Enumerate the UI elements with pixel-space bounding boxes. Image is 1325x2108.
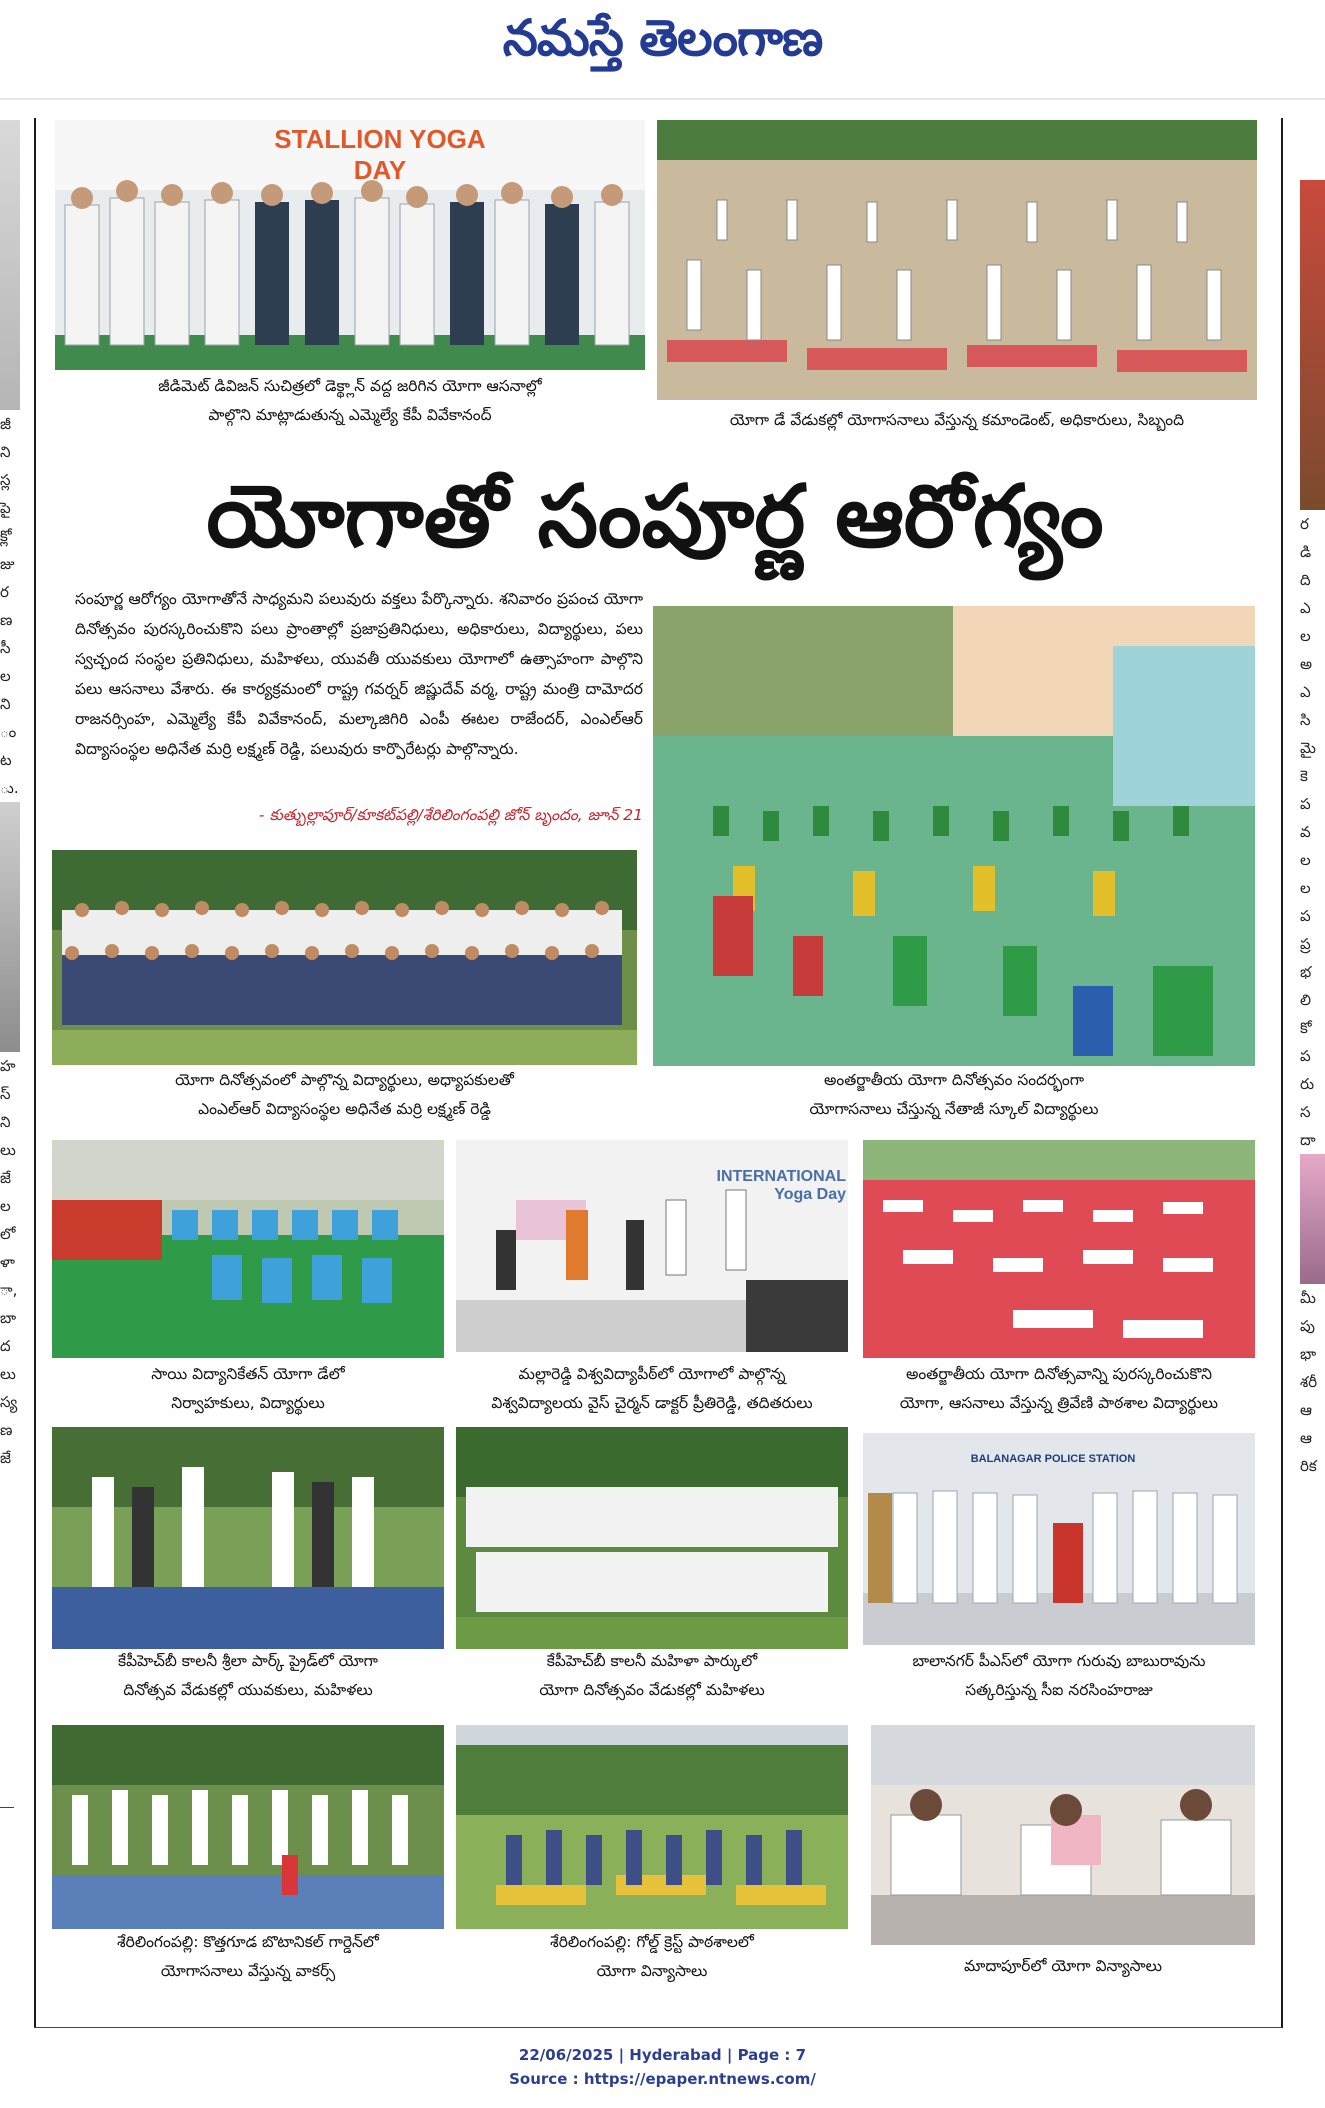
strip-text: ని: [0, 695, 11, 713]
strip-text: ప: [1300, 907, 1311, 925]
caption-line: శేరిలింగంపల్లి: కొత్తగూడ బొటానికల్ గార్డెన్‌లో: [117, 1933, 379, 1951]
strip-text: ఎ: [1300, 599, 1311, 617]
headline: యోగాతో సంపూర్ణ ఆరోగ్యం: [206, 466, 1104, 567]
strip-text: మీ: [1300, 1289, 1316, 1307]
strip-text: రిక: [1300, 1457, 1317, 1475]
strip-text: ళా: [0, 1253, 15, 1271]
banner-text: INTERNATIONAL Yoga Day: [716, 1168, 846, 1203]
caption-line: పాల్గొని మాట్లాడుతున్న ఎమ్మెల్యే కేపీ వివేకానంద్: [208, 406, 492, 424]
caption-line: ఎంఎల్ఆర్ విద్యాసంస్థల అధినేత మర్రి లక్ష్మణ్ రెడ్డి: [198, 1100, 491, 1118]
column-divider-right: [1281, 118, 1283, 2028]
caption-line: యోగా దినోత్సవం వేడుకల్లో మహిళలు: [539, 1681, 765, 1699]
photo-caption: [657, 406, 1257, 435]
strip-text: ఆ: [1300, 1401, 1312, 1419]
strip-text: ణ: [0, 1421, 13, 1439]
strip-text: సి: [1300, 711, 1311, 729]
caption-line: సత్కరిస్తున్న సీఐ నరసింహరాజు: [965, 1681, 1153, 1699]
photo-caption: [863, 1647, 1255, 1705]
strip-text: పు: [1300, 1317, 1315, 1335]
strip-text: మై: [1300, 739, 1316, 757]
strip-text: ర: [1300, 515, 1309, 533]
strip-text: ల: [1300, 851, 1311, 869]
strip-text: అ: [1300, 655, 1313, 673]
strip-text: కె: [1300, 767, 1308, 785]
strip-text: ది: [1300, 571, 1311, 589]
caption-line: యోగాసనాలు చేస్తున్న నేతాజీ స్కూల్ విద్యార్థులు: [809, 1100, 1099, 1118]
caption-line: కేపీహెచ్‌బీ కాలనీ మహిళా పార్కులో: [546, 1652, 758, 1670]
column-divider-left: [34, 118, 36, 2028]
caption-line: అంతర్జాతీయ యోగా దినోత్సవాన్ని పురస్కరించుకొని: [906, 1365, 1212, 1383]
strip-text: స్ల: [0, 471, 11, 489]
strip-text: లు: [0, 1365, 16, 1383]
strip-text: హ: [0, 1057, 16, 1075]
photo-gold-crest-school: [456, 1725, 848, 1929]
strip-text: జు: [0, 555, 15, 573]
strip-text: డి: [1300, 543, 1312, 561]
strip-text: ం: [0, 723, 17, 741]
right-strip-photo: [1300, 180, 1325, 510]
strip-text: కో: [1300, 1019, 1312, 1037]
left-strip-photo: [0, 802, 20, 1052]
photo-caption: [871, 1952, 1255, 1981]
photo-caption: [456, 1928, 848, 1986]
strip-text: ప: [1300, 795, 1311, 813]
strip-text: భా: [1300, 1345, 1317, 1363]
caption-line: బాలానగర్ పీఎస్‌లో యోగా గురువు బాబురావును: [912, 1652, 1206, 1670]
caption-line: యోగా దినోత్సవంలో పాల్గొన్న విద్యార్థులు, అధ్యాపకులతో: [175, 1071, 514, 1089]
strip-text: ఆ: [1300, 1429, 1312, 1447]
photo-commandant-yoga: [657, 120, 1257, 400]
caption-line: శేరిలింగంపల్లి: గోల్డ్ క్రెస్ట్ పాఠశాలలో: [550, 1933, 754, 1951]
strip-text: ఎ: [1300, 683, 1311, 701]
strip-text: ణ: [0, 611, 13, 629]
photo-mla-speaking: [55, 120, 645, 370]
strip-text: లో: [0, 1225, 16, 1243]
page-footer: [0, 2043, 1325, 2091]
caption-line: యోగా, ఆసనాలు వేస్తున్న త్రివేణి పాఠశాల విద్యార్థులు: [899, 1394, 1219, 1412]
strip-text: ల: [0, 667, 11, 685]
caption-line: కేపీహెచ్‌బీ కాలనీ శ్రీలా పార్క్ ప్రైడ్‌లో యోగా: [118, 1652, 378, 1670]
banner-text: STALLION YOGA DAY: [274, 124, 486, 185]
strip-text: ట: [0, 751, 12, 769]
newspaper-title: నమస్తే తెలంగాణ: [502, 8, 823, 67]
photo-caption: [52, 1066, 637, 1124]
photo-madhapur: [871, 1725, 1255, 1945]
strip-text: లు: [0, 1141, 16, 1159]
caption-line: అంతర్జాతీయ యోగా దినోత్సవం సందర్భంగా: [823, 1071, 1085, 1089]
photo-caption: [653, 1066, 1255, 1124]
banner-text: BALANAGAR POLICE STATION: [970, 1453, 1136, 1465]
caption-line: యోగాసనాలు వేస్తున్న వాకర్స్: [160, 1962, 336, 1980]
left-neighbour-column: [0, 120, 20, 2020]
strip-text: ర: [0, 583, 9, 601]
strip-text: స: [1300, 1103, 1311, 1121]
strip-text: శరీ: [1300, 1373, 1318, 1391]
photo-mahila-park: [456, 1427, 848, 1649]
strip-text: ని: [0, 1113, 11, 1131]
strip-text: స్: [0, 1085, 11, 1103]
photo-caption: [858, 1360, 1260, 1418]
strip-text: వ: [1300, 823, 1311, 841]
strip-text: జీ: [0, 415, 11, 433]
caption-line: మాదాపూర్‌లో యోగా విన్యాసాలు: [963, 1957, 1163, 1975]
strip-text: జే: [0, 1169, 11, 1187]
strip-text: పై: [0, 499, 11, 517]
masthead: [0, 0, 1325, 100]
photo-caption: [52, 1360, 444, 1418]
caption-line: జీడిమెట్ డివిజన్ సుచిత్రలో డెక్థ్లాన్ వద్ద జరిగిన యోగా ఆసనాల్లో: [158, 377, 542, 395]
strip-text: ల: [0, 1197, 11, 1215]
strip-text: ద: [0, 1337, 11, 1355]
strip-text: క్లో: [0, 527, 12, 545]
caption-line: యోగా విన్యాసాలు: [596, 1962, 708, 1980]
footer-source: Source : https://epaper.ntnews.com/: [509, 2070, 816, 2088]
strip-text: జే: [0, 1449, 11, 1467]
article-body: సంపూర్ణ ఆరోగ్యం యోగాతోనే సాధ్యమని పలువురు వక్తలు పేర్కొన్నారు. శనివారం ప్రపంచ యోగా దినోత్సవం పురస్కరించుకొని పలు ప్రాంతాల్లో ప్రజాప్రతినిధులు, అధికారులు, విద్యార్థులు, పలు స్వచ్ఛంద సంస్థల ప్రతినిధులు, మహిళలు, యువతీ యువకులు యోగాలో ఉత్సాహంగా పాల్గొని పలు ఆసనాలు వేశారు. ఈ కార్యక్రమంలో రాష్ట్ర గవర్నర్ జిష్ణుదేవ్ వర్మ, రాష్ట్ర మంత్రి దామోదర రాజనర్సింహ, ఎమ్మెల్యే కేపీ వివేకానంద్, మల్కాజిగిరి ఎంపీ ఈటల రాజేందర్, ఎంఎల్ఆర్ విద్యాసంస్థల అధినేత మర్రి లక్ష్మణ్ రెడ్డి, పలువురు కార్పొరేటర్లు పాల్గొన్నారు.: [75, 590, 643, 758]
caption-line: నిర్వాహకులు, విద్యార్థులు: [171, 1394, 325, 1412]
strip-text: ప: [1300, 1047, 1311, 1065]
photo-caption: [42, 1647, 454, 1705]
photo-balanagar-police: [863, 1433, 1255, 1645]
strip-text: దా: [1300, 1131, 1316, 1149]
photo-mlr-students: [52, 850, 637, 1065]
strip-text: బా: [0, 1309, 17, 1327]
photo-caption: [446, 1360, 858, 1418]
photo-caption: [52, 1928, 444, 1986]
strip-text: ల: [1300, 879, 1311, 897]
photo-caption: [55, 372, 645, 430]
strip-text: ు.: [0, 779, 19, 797]
left-strip-photo: [0, 120, 20, 410]
right-strip-photo: [1300, 1154, 1325, 1284]
strip-text: స్య: [0, 1393, 18, 1411]
photo-botanical-garden: [52, 1725, 444, 1929]
strip-text: లి: [1300, 991, 1311, 1009]
photo-triveni-school: [863, 1140, 1255, 1358]
photo-netaji-students: [653, 606, 1255, 1066]
photo-caption: [456, 1647, 848, 1705]
caption-line: దినోత్సవ వేడుకల్లో యువకులు, మహిళలు: [123, 1681, 373, 1699]
bottom-rule: [34, 2027, 1282, 2028]
caption-line: మల్లారెడ్డి విశ్వవిద్యాపీఠ్‌లో యోగాలో పాల్గొన్న: [518, 1365, 786, 1383]
strip-text: సీ: [0, 639, 11, 657]
photo-sai-vidyaniketan: [52, 1140, 444, 1358]
caption-line: విశ్వవిద్యాలయ వైస్ చైర్మన్ డాక్టర్ ప్రీతిరెడ్డి, తదితరులు: [491, 1394, 813, 1412]
footer-date-page: 22/06/2025 | Hyderabad | Page : 7: [518, 2046, 807, 2064]
right-neighbour-column: [1300, 120, 1325, 2020]
strip-text: భ: [1300, 963, 1312, 981]
strip-text: ని: [0, 443, 11, 461]
photo-srila-park: [52, 1427, 444, 1649]
caption-line: సాయి విద్యానికేతన్ యోగా డేలో: [151, 1365, 345, 1383]
strip-text: ా,: [0, 1281, 18, 1299]
caption-line: యోగా డే వేడుకల్లో యోగాసనాలు వేస్తున్న కమాండెంట్, అధికారులు, సిబ్బంది: [729, 411, 1185, 429]
strip-text: రు: [1300, 1075, 1315, 1093]
photo-mallareddy-university: [456, 1140, 848, 1352]
strip-text: ప్ర: [1300, 935, 1311, 953]
strip-text: ల: [1300, 627, 1311, 645]
article-byline: - కుత్బుల్లాపూర్/కూకట్‌పల్లి/శేరిలింగంపల్లి జోన్ బృందం, జూన్ 21: [258, 806, 643, 824]
